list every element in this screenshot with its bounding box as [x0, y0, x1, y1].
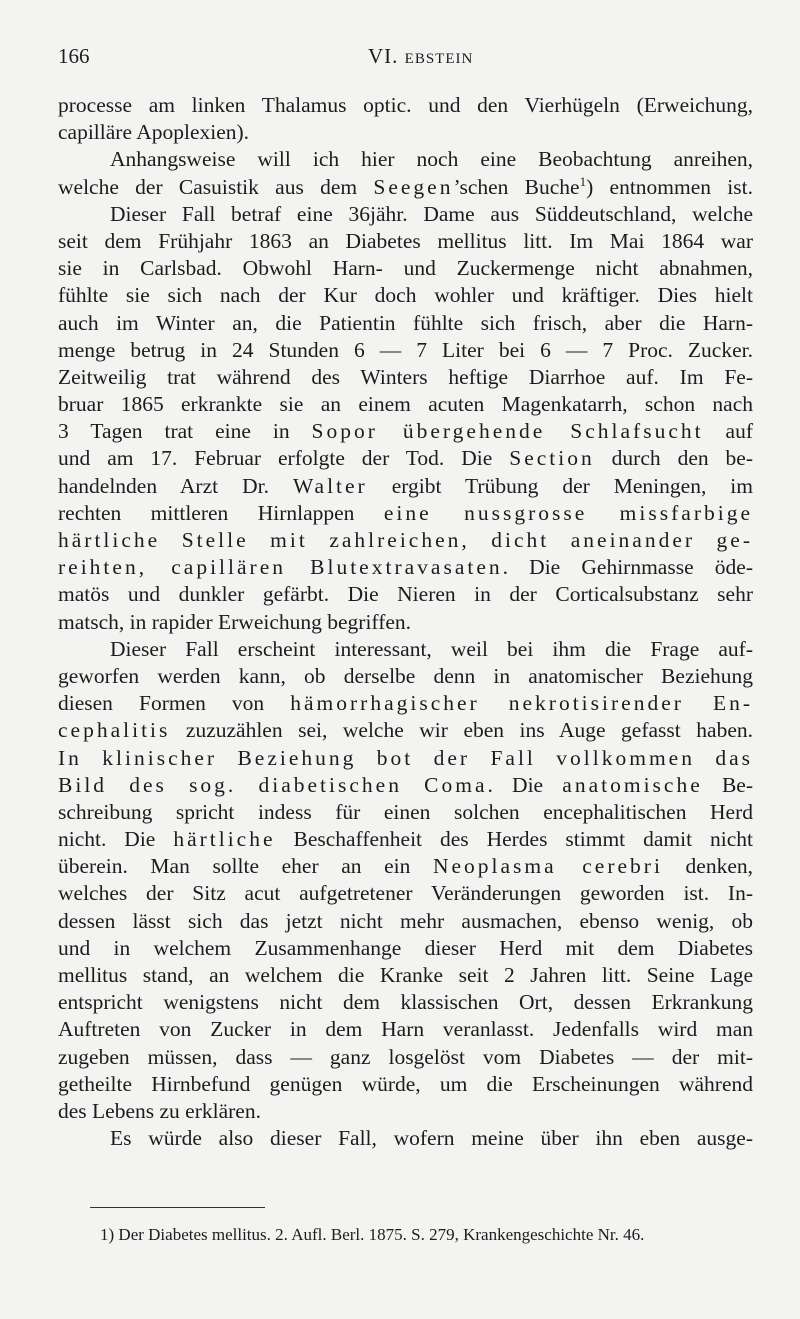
text-run: matös und dunkler gefärbt. Die Nieren in der Corticalsubstanz sehr: [58, 582, 753, 607]
text-line: [58, 364, 753, 391]
text-run: Dieser Fall erscheint interessant, weil bei ihm die Frage auf-: [110, 636, 753, 661]
spaced-emphasis: In klinischer Beziehung bot der Fall vollkommen das: [58, 745, 753, 770]
text-run: zugeben müssen, dass — ganz losgelöst vom Diabetes — der mit-: [58, 1044, 753, 1069]
text-run: processe am linken Thalamus optic. und den Vierhügeln (Erweichung,: [58, 93, 753, 117]
text-line: [58, 826, 753, 853]
text-run: überein. Man sollte eher an ein: [58, 854, 433, 879]
text-run: matsch, in rapider Erweichung begriffen.: [58, 609, 412, 634]
text-run: welche der Casuistik aus dem: [58, 174, 374, 199]
footnote-marker: 1: [579, 173, 587, 189]
text-line: [58, 935, 753, 962]
text-line: [58, 799, 753, 826]
text-run: und in welchem Zusammenhange dieser Herd mit dem Diabetes: [58, 935, 753, 960]
text-line: [58, 310, 753, 337]
text-run: fühlte sie sich nach der Kur doch wohler und kräftiger. Dies hielt: [58, 283, 753, 308]
text-run: handelnden Arzt Dr.: [58, 473, 293, 498]
text-run: schreibung spricht indess für einen solchen encephalitischen Herd: [58, 799, 753, 824]
spaced-emphasis: Seegen: [373, 174, 454, 199]
text-line: [58, 391, 753, 418]
text-line: [58, 989, 753, 1016]
text-line: [58, 1071, 753, 1098]
text-run: nicht. Die: [58, 827, 174, 852]
text-line: [58, 527, 753, 554]
text-run: Be-: [702, 772, 753, 797]
text-line: [58, 500, 753, 527]
text-run: welches der Sitz acut aufgetretener Veränderungen geworden ist. In-: [58, 881, 753, 906]
spaced-emphasis: reihten, capillären Blutextravasaten: [58, 555, 503, 580]
text-run: Anhangsweise will ich hier noch eine Beobachtung anreihen,: [110, 147, 753, 172]
spaced-emphasis: Section: [509, 446, 595, 471]
text-line: [58, 228, 753, 255]
text-line: [58, 1016, 753, 1043]
text-run: seit dem Frühjahr 1863 an Diabetes mellitus litt. Im Mai 1864 war: [58, 228, 753, 253]
text-run: diesen Formen von: [58, 691, 291, 716]
text-line: [58, 636, 753, 663]
text-run: mellitus stand, an welchem die Kranke seit 2 Jahren litt. Seine Lage: [58, 963, 753, 987]
text-line: [58, 255, 753, 282]
text-run: durch den be-: [594, 446, 753, 471]
text-run: 3 Tagen trat eine in: [58, 419, 312, 444]
text-run: rechten mittleren Hirnlappen: [58, 500, 384, 525]
text-line: [58, 745, 753, 772]
text-line: [58, 1044, 753, 1071]
text-line: [58, 174, 753, 201]
text-line: [58, 201, 753, 228]
text-line: [58, 663, 753, 690]
spaced-emphasis: Neoplasma cerebri: [432, 854, 663, 879]
text-run: . Die Gehirnmasse öde-: [502, 555, 753, 580]
body-text: [58, 92, 753, 1152]
text-run: und am 17. Februar erfolgte der Tod. Die: [58, 446, 510, 471]
text-run: ) entnommen ist.: [586, 174, 753, 199]
text-line: [58, 772, 753, 799]
page-header: [58, 44, 758, 76]
text-line: [58, 717, 753, 744]
text-run: geworfen werden kann, ob derselbe denn in anatomischer Beziehung: [58, 663, 753, 688]
text-line: [58, 908, 753, 935]
text-line: [58, 880, 753, 907]
text-run: auf: [703, 419, 754, 444]
spaced-emphasis: Bild des sog. diabetischen Coma: [58, 772, 488, 797]
text-line: [58, 690, 753, 717]
text-run: menge betrug in 24 Stunden 6 — 7 Liter bei 6 — 7 Proc. Zucker.: [58, 337, 753, 362]
text-run: . Die: [487, 772, 563, 797]
text-line: [58, 473, 753, 500]
text-run: Auftreten von Zucker in dem Harn veranlasst. Jedenfalls wird man: [58, 1017, 753, 1042]
text-run: Zeitweilig trat während des Winters heftige Diarrhoe auf. Im Fe-: [58, 364, 753, 389]
text-line: [58, 418, 753, 445]
text-run: ’schen Buche: [453, 174, 580, 199]
text-line: [58, 146, 753, 173]
text-line: [58, 1098, 753, 1125]
spaced-emphasis: cephalitis: [58, 718, 171, 743]
page-number: 166: [58, 44, 90, 68]
text-line: [58, 1125, 753, 1152]
running-head-author: EBSTEIN: [404, 51, 474, 67]
text-run: denken,: [662, 854, 753, 879]
text-run: sie in Carlsbad. Obwohl Harn- und Zuckermenge nicht abnahmen,: [58, 256, 753, 281]
text-line: [58, 581, 753, 608]
spaced-emphasis: Walter: [292, 473, 368, 498]
spaced-emphasis: anatomische: [562, 772, 703, 797]
running-head: [368, 44, 473, 69]
text-line: [58, 337, 753, 364]
text-run: bruar 1865 erkrankte sie an einem acuten Magenkatarrh, schon nach: [58, 392, 753, 417]
spaced-emphasis: härtliche: [173, 827, 276, 852]
footnote: 1) Der Diabetes mellitus. 2. Aufl. Berl. 1875. S. 279, Krankengeschichte Nr. 46.: [100, 1225, 645, 1244]
text-run: ergibt Trübung der Meningen, im: [367, 473, 753, 498]
text-run: getheilte Hirnbefund genügen würde, um die Erscheinungen während: [58, 1071, 753, 1096]
footnote-rule: [90, 1207, 265, 1208]
text-run: dessen lässt sich das jetzt nicht mehr ausmachen, ebenso wenig, ob: [58, 908, 753, 933]
text-run: des Lebens zu erklären.: [58, 1098, 261, 1123]
text-line: [58, 445, 753, 472]
text-line: [58, 554, 753, 581]
text-run: zuzuzählen sei, welche wir eben ins Auge gefasst haben.: [170, 718, 753, 743]
text-run: auch im Winter an, die Patientin fühlte sich frisch, aber die Harn-: [58, 310, 753, 335]
spaced-emphasis: hämorrhagischer nekrotisirender En-: [290, 691, 753, 716]
text-run: Beschaffenheit des Herdes stimmt damit nicht: [275, 827, 753, 852]
spaced-emphasis: härtliche Stelle mit zahlreichen, dicht aneinander ge-: [58, 528, 753, 552]
text-run: capilläre Apoplexien).: [58, 120, 250, 145]
text-line: [58, 853, 753, 880]
text-line: [58, 609, 753, 636]
spaced-emphasis: Sopor übergehende Schlafsucht: [311, 419, 704, 444]
text-line: [58, 282, 753, 309]
text-run: Dieser Fall betraf eine 36jähr. Dame aus Süddeutschland, welche: [110, 201, 753, 226]
text-line: [58, 962, 753, 989]
text-run: Es würde also dieser Fall, wofern meine über ihn eben ausge-: [110, 1126, 753, 1151]
text-run: entspricht wenigstens nicht dem klassischen Ort, dessen Erkrankung: [58, 990, 753, 1015]
running-head-chapter: VI.: [368, 44, 399, 68]
spaced-emphasis: eine nussgrosse missfarbige: [383, 500, 753, 525]
text-line: [58, 119, 753, 146]
text-line: [58, 92, 753, 119]
